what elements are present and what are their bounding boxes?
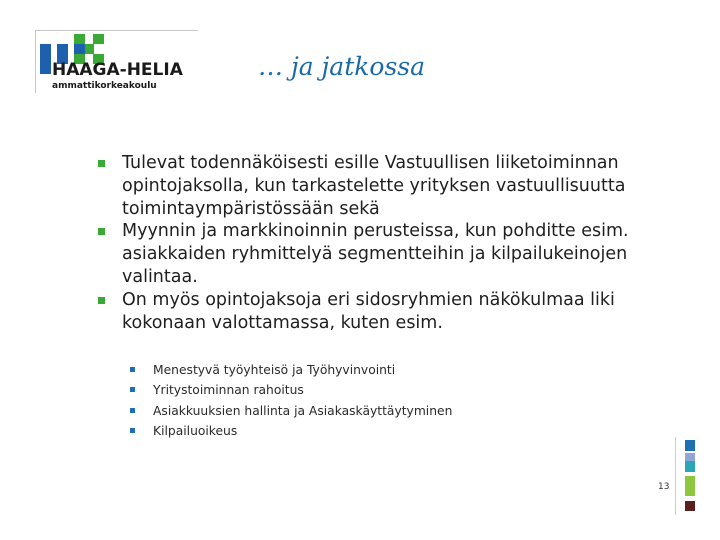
page-number: 13 (658, 482, 670, 492)
logo-square (40, 44, 51, 54)
subbullet-list (130, 360, 550, 441)
bullet-marker-icon (98, 228, 105, 235)
decorative-square (685, 501, 695, 511)
bullet-text: Tulevat todennäköisesti esille Vastuullisen liiketoiminnan opintojaksolla, kun tarkastelette yrityksen vastuullisuutta toimintaympäristössään sekä (122, 153, 626, 219)
bullet-list (98, 152, 658, 334)
slide-title: … ja jatkossa (258, 52, 426, 81)
bullet-item (98, 152, 658, 220)
logo-square (85, 44, 94, 54)
subbullet-marker-icon (130, 408, 135, 413)
subbullet-text: Menestyvä työyhteisö ja Työhyvinvointi (153, 363, 396, 377)
logo-square (57, 44, 68, 54)
decorative-square (685, 461, 695, 472)
bullet-item (98, 289, 658, 335)
bullet-text: Myynnin ja markkinoinnin perusteissa, kun pohditte esim. asiakkaiden ryhmittelyä segmentteihin ja kilpailukeinojen valintaa. (122, 221, 629, 287)
subbullet-item (130, 401, 550, 421)
subbullet-marker-icon (130, 428, 135, 433)
logo-square (40, 64, 51, 74)
decorative-square (685, 476, 695, 496)
subbullet-marker-icon (130, 387, 135, 392)
subbullet-text: Yritystoiminnan rahoitus (153, 383, 304, 398)
bullet-marker-icon (98, 297, 105, 304)
bullet-marker-icon (98, 160, 105, 167)
subbullet-item (130, 380, 550, 400)
decorative-square (685, 440, 695, 451)
subbullet-text: Kilpailuoikeus (153, 423, 238, 438)
subbullet-text: Asiakkuuksien hallinta ja Asiakaskäyttäytyminen (153, 403, 453, 418)
logo-square (40, 54, 51, 64)
logo-name: HAAGA-HELIA (52, 60, 183, 80)
logo-square (74, 44, 85, 54)
bullet-text: On myös opintojaksoja eri sidosryhmien näkökulmaa liki kokonaan valottamassa, kuten esim. (122, 289, 615, 333)
subbullet-marker-icon (130, 367, 135, 372)
logo-subtitle: ammattikorkeakoulu (52, 81, 157, 91)
subbullet-item (130, 421, 550, 441)
logo-square (93, 34, 104, 44)
subbullet-item (130, 360, 550, 380)
bullet-item (98, 220, 658, 288)
decorative-divider (675, 437, 676, 515)
logo-square (74, 34, 85, 44)
